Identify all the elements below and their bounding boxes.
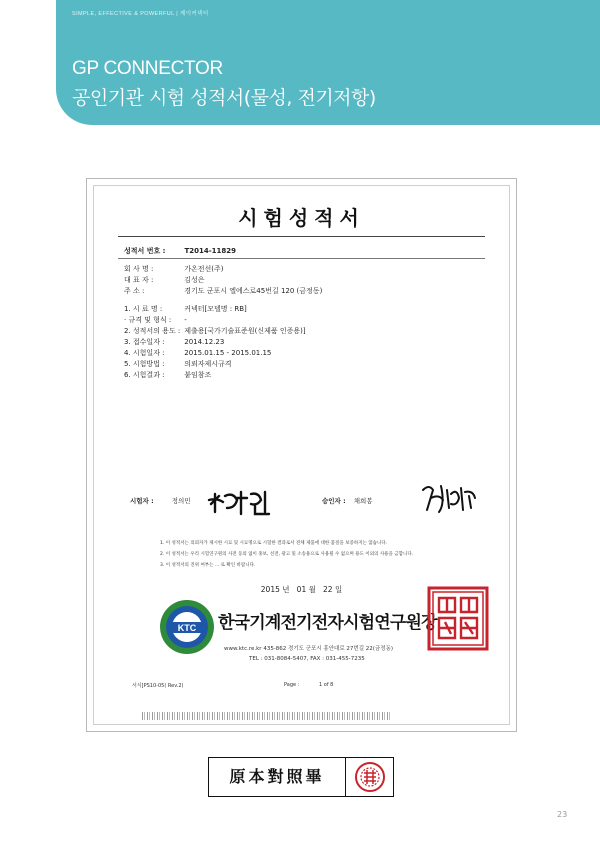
item-label: · 규격 및 형식 : [124,316,172,324]
item-test-date [124,348,271,358]
approver-name: 채희봉 [353,497,373,505]
item-sample-name [124,304,247,314]
cert-number-divider [118,258,485,259]
note-line: 2. 이 성적서는 우리 시험연구원의 사전 동의 없이 홍보, 선전, 광고 및 소송용으로 사용될 수 없으며 용도 이외의 사용을 금합니다. [160,552,414,557]
ktc-logo-text: KTC [177,623,197,633]
ceo-value: 김성은 [184,276,205,284]
header-subtitle: 공인기관 시험 성적서(물성, 전기저항) [72,87,376,109]
address-row [124,286,322,296]
item-test-method [124,359,232,369]
cert-number-row [124,246,236,256]
page-indicator [284,682,333,688]
item-label: 2. 성적서의 용도 : [124,327,181,335]
red-seal-icon [353,761,387,793]
item-test-result [124,370,211,380]
item-value: 붙임참조 [184,371,212,379]
page-value: 1 of 8 [318,682,334,688]
date-day: 22 [323,585,333,594]
header-title: GP CONNECTOR [72,58,223,79]
item-purpose [124,326,306,336]
date-month: 01 [296,585,307,594]
company-row [124,264,224,274]
approver-signature [419,480,479,514]
item-value: 제출용[국가기술표준원(신제품 인증용)] [184,327,306,335]
date-month-unit: 월 [308,585,316,594]
ceo-label: 대 표 자 : [124,276,154,284]
date-year-unit: 년 [282,585,290,594]
tester-row [130,496,191,505]
item-label: 1. 시 료 명 : [124,305,163,313]
company-label: 회 사 명 : [124,265,154,273]
page-label: Page : [284,682,300,688]
tester-signature [207,486,277,518]
form-number: 서식[PS10-05( Rev.2) [132,683,184,689]
certificate-inner-border [93,185,510,725]
note-line: 3. 이 성적서의 진위 여부는 ... 로 확인 바랍니다. [160,563,256,568]
header-band [56,0,600,125]
address-value: 경기도 군포시 엘에스로45번길 120 (금정동) [184,287,323,295]
company-value: 가온전선(주) [184,265,224,273]
approver-row [322,496,373,505]
stamp-divider [345,758,346,796]
title-divider [118,236,485,237]
address-label: 주 소 : [124,287,145,295]
page-number: 23 [557,810,568,819]
item-label: 5. 시험방법 : [124,360,165,368]
barcode-strip [142,712,392,720]
item-label: 4. 시험일자 : [124,349,165,357]
tester-label: 시험자 : [130,497,154,505]
item-value: - [184,316,187,324]
item-value: 의뢰자제시규격 [184,360,232,368]
official-seal-icon [427,586,489,651]
date-day-unit: 일 [334,585,343,594]
item-value: 2014.12.23 [184,338,225,346]
institute-address: www.ktc.re.kr 435-862 경기도 군포시 흥안대로 27번길 22(금정동) [224,646,394,652]
certificate-notes [160,538,413,571]
item-label: 6. 시험결과 : [124,371,165,379]
tester-name: 정의민 [171,497,191,505]
institute-name: 한국기계전기전자시험연구원장 [218,613,437,633]
item-received-date [124,337,224,347]
certificate-document [86,178,517,732]
ktc-logo [158,598,216,656]
original-verified-stamp [208,757,394,797]
date-year: 2015 [260,585,280,594]
item-spec [124,315,187,325]
item-value: 커넥터[모델명 : RB] [184,305,247,313]
stamp-text: 原本對照畢 [229,767,325,786]
note-line: 1. 이 성적서는 의뢰자가 제시한 시료 및 시료명으로 시험한 결과로서 전체 제품에 대한 품질을 보증하지는 않습니다. [160,541,388,546]
cert-number-value: T2014-11829 [184,247,236,255]
item-value: 2015.01.15 - 2015.01.15 [184,349,272,357]
institute-contact: TEL : 031-8084-5407, FAX : 031-455-7235 [249,656,365,662]
certificate-title: 시험성적서 [238,206,365,230]
header-slogan: SIMPLE, EFFECTIVE & POWERFUL | 제이커넥터 [72,11,209,17]
ceo-row [124,275,205,285]
cert-number-label: 성적서 번호 : [124,247,166,255]
item-label: 3. 접수일자 : [124,338,165,346]
approver-label: 승인자 : [322,497,346,505]
